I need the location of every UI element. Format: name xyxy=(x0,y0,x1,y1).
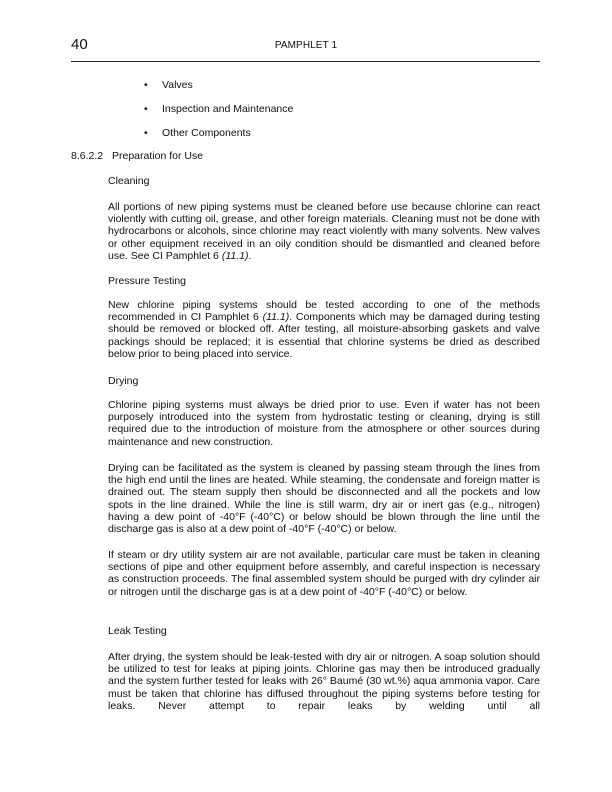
drying-paragraph-1: Chlorine piping systems must always be dried prior to use. Even if water has not been purposely introduced into the system from hydrostatic testing or cleaning, drying is still required due to the introduction of moisture from the atmosphere or other sources during maintenance and new construction. xyxy=(108,399,540,448)
paragraph-text: New chlorine piping systems should be tested according to one of the methods recommended in CI Pamphlet 6 xyxy=(108,299,540,324)
bullet-icon: • xyxy=(144,103,148,115)
reference-citation: (11.1) xyxy=(221,249,249,262)
paragraph-text: . Components which may be damaged during testing should be removed or blocked off. After testing, all moisture-absorbing gaskets and valve packings should be replaced; it is essential that chlorine systems be dried as described below prior to being placed into service. xyxy=(108,311,541,360)
paragraph-text: . xyxy=(248,249,252,262)
paragraph-text: All portions of new piping systems must be cleaned before use because chlorine can react violently with cutting oil, grease, and other foreign materials. Cleaning must not be done with hydrocarbons or alcohols, since chlorine may react violently with many solvents. New valves or other equipment received in an oily condition should be dismantled and cleaned before use. See CI Pamphlet 6 xyxy=(108,201,540,262)
drying-paragraph-2: Drying can be facilitated as the system is cleaned by passing steam through the lines from the high end until the lines are heated. While steaming, the condensate and foreign matter is drained out. The steam supply then should be disconnected and all the pockets and low spots in the line drained. While the line is still warm, dry air or inert gas (e.g., nitrogen) having a dew point of -40°F (-40°C) or below should be blown through the line until the discharge gas is also at a dew point of -40°F (-40°C) or below. xyxy=(108,462,540,536)
cleaning-heading: Cleaning xyxy=(108,175,150,187)
section-number: 8.6.2.2 xyxy=(71,150,104,162)
bullet-icon: • xyxy=(144,127,148,139)
leak-testing-paragraph: After drying, the system should be leak-tested with dry air or nitrogen. A soap solution should be utilized to test for leaks at piping joints. Chlorine gas may then be introduced gradually and the system further tested for leaks with 26° Baumé (30 wt.%) aqua ammonia vapor. Care must be taken that chlorine has diffused throughout the piping systems before testing for leaks. Never attempt to repair leaks by welding until all xyxy=(108,651,540,712)
pressure-testing-heading: Pressure Testing xyxy=(108,275,187,287)
list-item-text: Valves xyxy=(162,79,193,91)
leak-testing-heading: Leak Testing xyxy=(108,625,167,637)
section-heading xyxy=(71,150,203,162)
bullet-icon: • xyxy=(144,79,148,91)
list-item-text: Other Components xyxy=(162,127,251,139)
drying-heading: Drying xyxy=(108,375,139,387)
list-item-text: Inspection and Maintenance xyxy=(162,103,294,115)
pressure-testing-paragraph xyxy=(108,299,540,360)
running-title: PAMPHLET 1 xyxy=(274,40,338,51)
header-rule xyxy=(71,61,540,62)
page-number: 40 xyxy=(71,36,88,53)
section-title: Preparation for Use xyxy=(112,150,204,162)
reference-citation: (11.1) xyxy=(262,311,290,324)
drying-paragraph-3: If steam or dry utility system air are not available, particular care must be taken in cleaning sections of pipe and other equipment before assembly, and careful inspection is necessary as construction proceeds. The final assembled system should be purged with dry cylinder air or nitrogen until the discharge gas is at a dew point of -40°F (-40°C) or below. xyxy=(108,549,540,598)
cleaning-paragraph xyxy=(108,201,540,262)
